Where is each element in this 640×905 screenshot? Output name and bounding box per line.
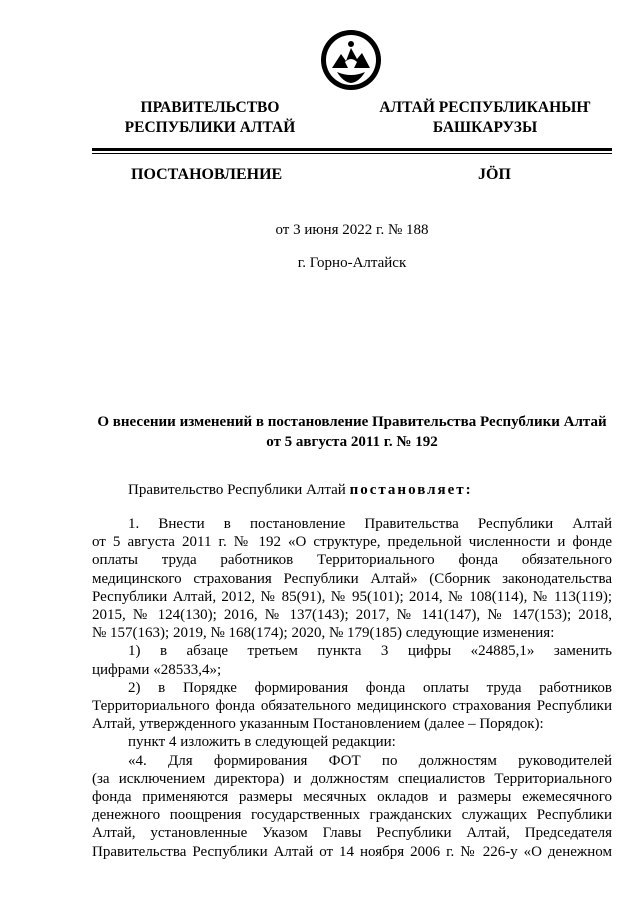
body-line: 1. Внести в постановление Правительства Республики Алтай — [128, 516, 612, 532]
preamble — [128, 482, 473, 499]
preamble-text: Правительство Республики Алтай — [128, 482, 350, 498]
org-name-altai — [370, 98, 600, 138]
date-number: от 3 июня 2022 г. № 188 — [275, 222, 429, 238]
document-body — [92, 515, 612, 861]
body-line: Правительства Республики Алтай от 14 ноября 2006 г. № 226-у «О денежном — [92, 843, 612, 860]
org-name-russian — [110, 98, 310, 138]
header-divider-thin — [92, 153, 612, 154]
body-line: цифрами «28533,4»; — [92, 661, 222, 678]
body-line: «4. Для формирования ФОТ по должностям руководителей — [128, 752, 612, 769]
body-line: Территориального фонда обязательного медицинского страхования Республики — [92, 698, 612, 715]
document-title — [92, 412, 612, 452]
document-title-line1: О внесении изменений в постановление Правительства Республики Алтай — [97, 414, 607, 430]
header-divider-thick — [92, 148, 612, 151]
coat-of-arms-emblem — [319, 28, 383, 92]
body-line: 2) в Порядке формирования фонда оплаты труда работников — [128, 679, 612, 696]
body-line: фонда применяются размеры месячных окладов и размеры ежемесячного — [92, 789, 612, 806]
body-line: денежного поощрения государственных гражданских служащих Республики — [92, 807, 612, 824]
body-line: Алтай, утвержденного указанным Постановлением (далее – Порядок): — [92, 716, 544, 733]
org-name-russian-line1: ПРАВИТЕЛЬСТВО — [140, 99, 280, 116]
body-line: оплаты труда работников Территориального фонда обязательного — [92, 552, 612, 569]
preamble-emphasis: постановляет: — [349, 482, 473, 498]
body-line: Алтай, установленные Указом Главы Республики Алтай, Председателя — [92, 825, 612, 842]
org-name-altai-line2: БАШКАРУЗЫ — [432, 119, 538, 136]
doc-type-altai: JӦП — [478, 166, 511, 183]
body-line: 1) в абзаце третьем пункта 3 цифры «24885,1» заменить — [128, 643, 612, 660]
doc-type-russian: ПОСТАНОВЛЕНИЕ — [131, 166, 283, 183]
body-line: медицинского страхования Республики Алтай» (Сборник законодательства — [92, 570, 612, 587]
body-line: пункт 4 изложить в следующей редакции: — [128, 734, 396, 751]
body-line: (за исключением директора) и должностям специалистов Территориального — [92, 770, 612, 787]
body-line: от 5 августа 2011 г. № 192 «О структуре, предельной численности и фонде — [92, 534, 612, 551]
org-name-altai-line1: АЛТАЙ РЕСПУБЛИКАНЫҤ — [379, 99, 591, 116]
body-line: № 157(163); 2019, № 168(174); 2020, № 179(185) следующие изменения: — [92, 625, 555, 642]
body-line: Республики Алтай, 2012, № 85(91), № 95(101); 2014, № 108(114), № 113(119); — [92, 588, 612, 605]
org-name-russian-line2: РЕСПУБЛИКИ АЛТАЙ — [124, 119, 296, 136]
body-line: 2015, № 124(130); 2016, № 137(143); 2017, № 141(147), № 147(153); 2018, — [92, 607, 612, 624]
document-title-line2: от 5 августа 2011 г. № 192 — [266, 434, 438, 450]
city: г. Горно-Алтайск — [297, 255, 407, 271]
